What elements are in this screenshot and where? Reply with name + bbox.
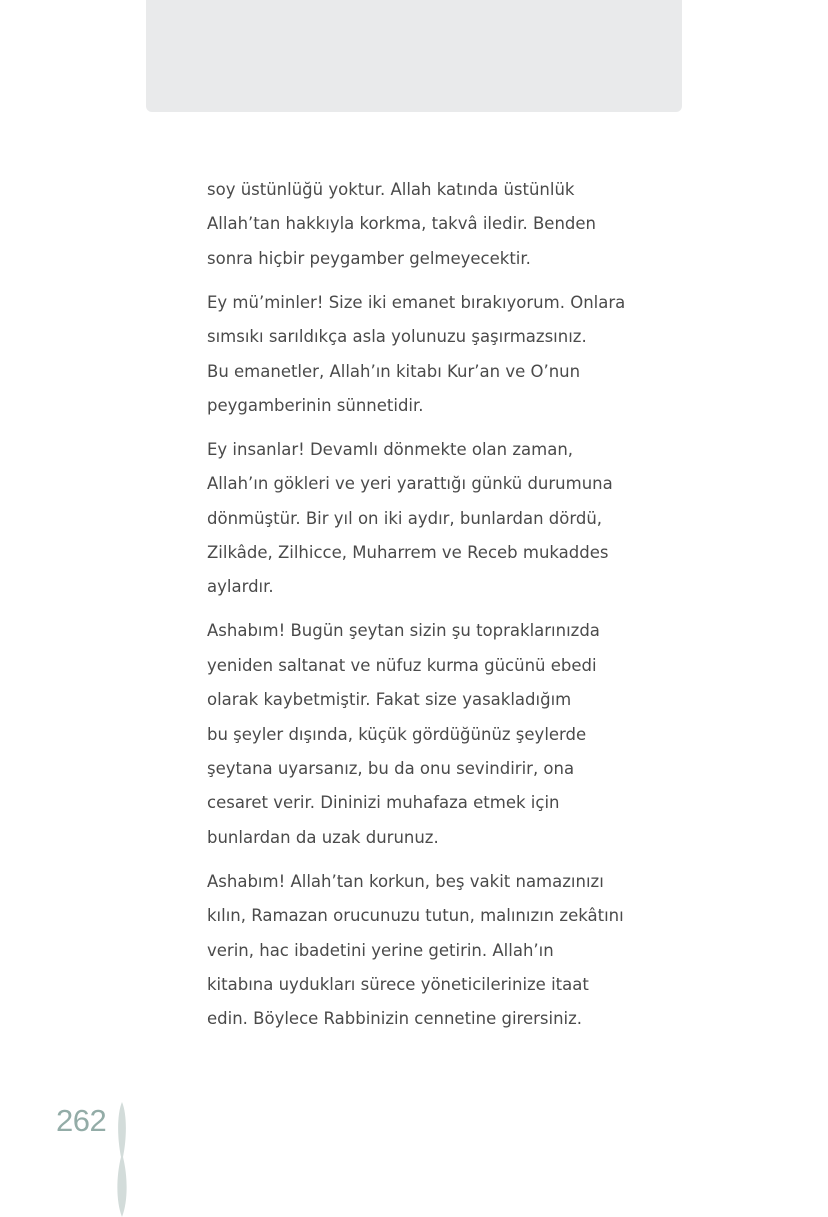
page-ornament-icon — [114, 1102, 130, 1217]
page-number: 262 — [56, 1103, 107, 1138]
text-line: bunlardan da uzak durunuz. — [207, 827, 439, 847]
text-line: Ashabım! Allah’tan korkun, beş vakit namazınızı — [207, 871, 604, 891]
text-line: soy üstünlüğü yoktur. Allah katında üstünlük — [207, 180, 575, 199]
text-line: şeytana uyarsanız, bu da onu sevindirir, ona — [207, 759, 575, 778]
text-line: kılın, Ramazan orucunuzu tutun, malınızın zekâtını — [207, 906, 624, 926]
text-line: yeniden saltanat ve nüfuz kurma gücünü ebedi — [207, 655, 597, 675]
text-line: aylardır. — [207, 577, 274, 597]
text-line: dönmüştür. Bir yıl on iki aydır, bunlardan dördü, — [207, 508, 603, 528]
text-line: sımsıkı sarıldıkça asla yolunuzu şaşırmazsınız. — [207, 327, 587, 347]
body-text — [207, 173, 647, 1046]
text-line: kitabına uydukları sürece yöneticilerinize itaat — [207, 974, 589, 994]
text-line: olarak kaybetmiştir. Fakat size yasakladığım — [207, 690, 572, 710]
header-image-placeholder — [146, 0, 682, 112]
text-line: verin, hac ibadetini yerine getirin. Allah’ın — [207, 940, 554, 960]
text-line: bu şeyler dışında, küçük gördüğünüz şeylerde — [207, 724, 587, 744]
text-line: edin. Böylece Rabbinizin cennetine girersiniz. — [207, 1009, 583, 1029]
paragraph — [207, 286, 647, 424]
text-line: peygamberinin sünnetidir. — [207, 395, 424, 415]
text-line: Zilkâde, Zilhicce, Muharrem ve Receb mukaddes — [207, 543, 609, 563]
text-line: cesaret verir. Dininizi muhafaza etmek için — [207, 793, 560, 813]
text-line: Bu emanetler, Allah’ın kitabı Kur’an ve O’nun — [207, 361, 581, 381]
paragraph — [207, 173, 647, 276]
paragraph — [207, 433, 647, 605]
text-line: Allah’tan hakkıyla korkma, takvâ iledir. Benden — [207, 214, 596, 234]
text-line: Ashabım! Bugün şeytan sizin şu topraklarınızda — [207, 621, 600, 641]
text-line: sonra hiçbir peygamber gelmeyecektir. — [207, 248, 531, 268]
text-line: Ey insanlar! Devamlı dönmekte olan zaman, — [207, 439, 574, 459]
paragraph — [207, 614, 647, 855]
paragraph — [207, 865, 647, 1037]
text-line: Ey mü’minler! Size iki emanet bırakıyorum. Onlara — [207, 292, 626, 312]
text-line: Allah’ın gökleri ve yeri yarattığı günkü durumuna — [207, 474, 613, 494]
